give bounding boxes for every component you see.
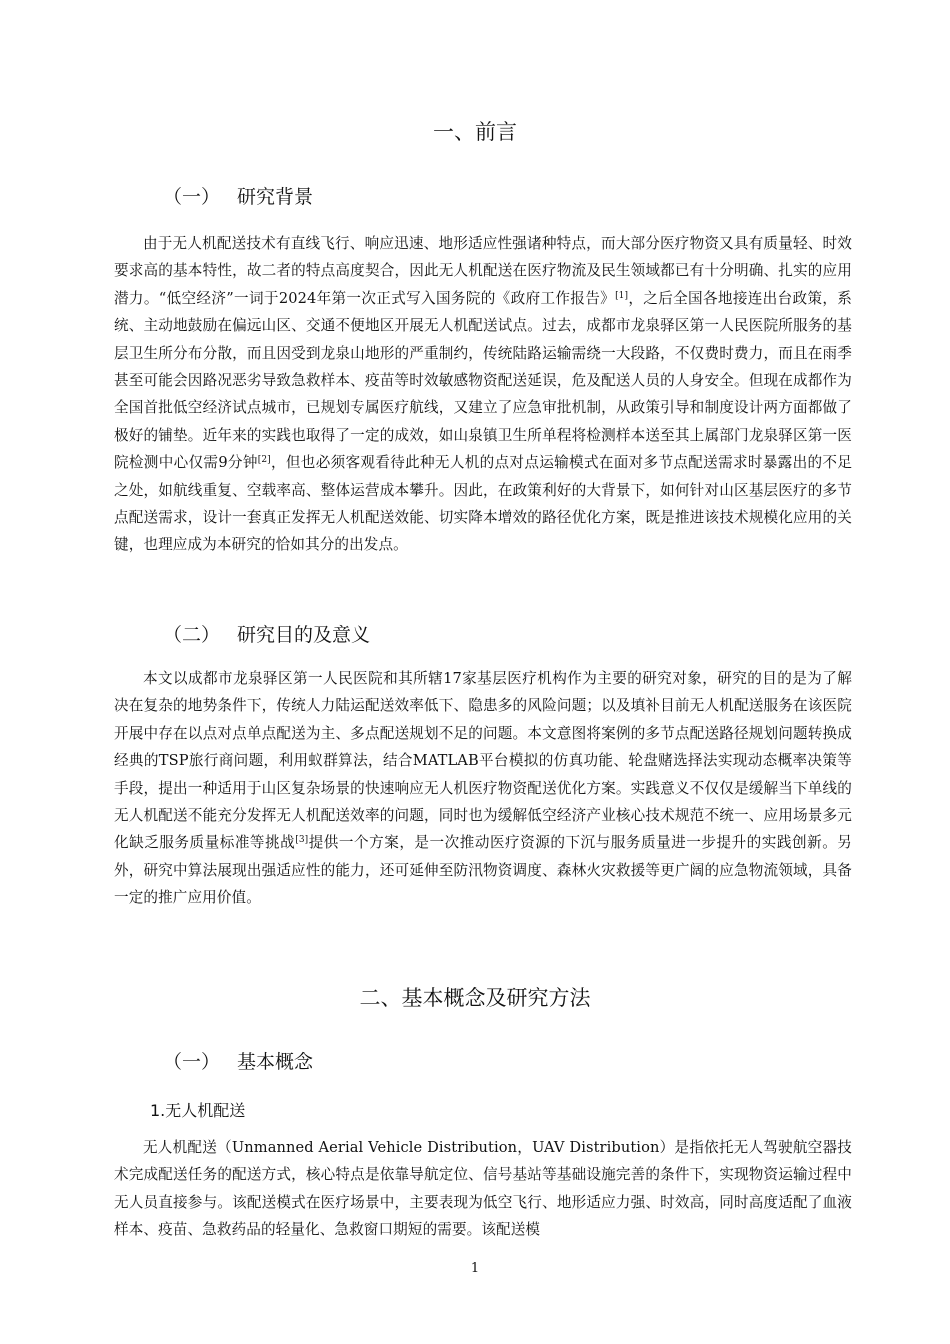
paragraph-research-background: 由于无人机配送技术有直线飞行、响应迅速、地形适应性强诸种特点，而大部分医疗物资又具有质量轻、时效要求高的基本特性，故二者的特点高度契合，因此无人机配送在医疗物流及民生领域都已有十分明确、扎实的应用潜力。“低空经济”一词于2024年第一次正式写入国务院的《政府工作报告》[1]，之后全国各地接连出台政策，系统、主动地鼓励在偏远山区、交通不便地区开展无人机配送试点。过去，成都市龙泉驿区第一人民医院所服务的基层卫生所分布分散，而且因受到龙泉山地形的严重制约，传统陆路运输需绕一大段路，不仅费时费力，而且在雨季甚至可能会因路况恶劣导致急救样本、疫苗等时效敏感物资配送延误，危及配送人员的人身安全。但现在成都作为全国首批低空经济试点城市，已规划专属医疗航线，又建立了应急审批机制，从政策引导和制度设计两方面都做了极好的铺垫。近年来的实践也取得了一定的成效，如山泉镇卫生所单程将检测样本送至其上属部门龙泉驿区第一医院检测中心仅需9分钟[2]，但也必须客观看待此种无人机的点对点运输模式在面对多节点配送需求时暴露出的不足之处，如航线重复、空载率高、整体运营成本攀升。因此，在政策利好的大背景下，如何针对山区基层医疗的多节点配送需求，设计一套真正发挥无人机配送效能、切实降本增效的路径优化方案，既是推进该技术规模化应用的关键，也理应成为本研究的恰如其分的出发点。: [114, 235, 852, 554]
subsection-number: （二）: [163, 624, 221, 646]
citation-2: [2]: [257, 455, 271, 466]
subsection-title: 研究背景: [237, 186, 314, 208]
subsection-basic-concepts: [163, 1047, 313, 1074]
page-number: 1: [470, 1261, 480, 1276]
citation-1: [1]: [615, 290, 629, 301]
subsection-research-purpose: [163, 620, 370, 647]
subsection-title: 基本概念: [237, 1051, 314, 1073]
section-2-title: 二、基本概念及研究方法: [359, 986, 591, 1010]
item-title-uav-distribution: 1.无人机配送: [150, 1101, 246, 1120]
citation-3: [3]: [295, 835, 309, 846]
subsection-number: （一）: [163, 1051, 221, 1073]
subsection-number: （一）: [163, 186, 221, 208]
subsection-research-background: [163, 182, 313, 209]
paragraph-research-purpose: 本文以成都市龙泉驿区第一人民医院和其所辖17家基层医疗机构作为主要的研究对象，研究的目的是为了解决在复杂的地势条件下，传统人力陆运配送效率低下、隐患多的风险问题；以及填补目前无人机配送服务在该医院开展中存在以点对点单点配送为主、多点配送规划不足的问题。本文意图将案例的多节点配送路径规划问题转换成经典的TSP旅行商问题，利用蚁群算法，结合MATLAB平台模拟的仿真功能、轮盘赌选择法实现动态概率决策等手段，提出一种适用于山区复杂场景的快速响应无人机医疗物资配送优化方案。实践意义不仅仅是缓解当下单线的无人机配送不能充分发挥无人机配送效率的问题，同时也为缓解低空经济产业核心技术规范不统一、应用场景多元化缺乏服务质量标准等挑战[3]提供一个方案，是一次推动医疗资源的下沉与服务质量进一步提升的实践创新。另外，研究中算法展现出强适应性的能力，还可延伸至防汛物资调度、森林火灾救援等更广阔的应急物流领域，具备一定的推广应用价值。: [114, 670, 852, 907]
paragraph-uav-distribution: 无人机配送（Unmanned Aerial Vehicle Distribution，UAV Distribution）是指依托无人驾驶航空器技术完成配送任务的配送方式，核心特点是依靠导航定位、信号基站等基础设施完善的条件下，实现物资运输过程中无人员直接参与。该配送模式在医疗场景中，主要表现为低空飞行、地形适应力强、时效高，同时高度适配了血液样本、疫苗、急救药品的轻量化、急救窗口期短的需要。该配送模: [114, 1139, 852, 1239]
section-1-title: 一、前言: [433, 120, 517, 144]
subsection-title: 研究目的及意义: [237, 624, 371, 646]
